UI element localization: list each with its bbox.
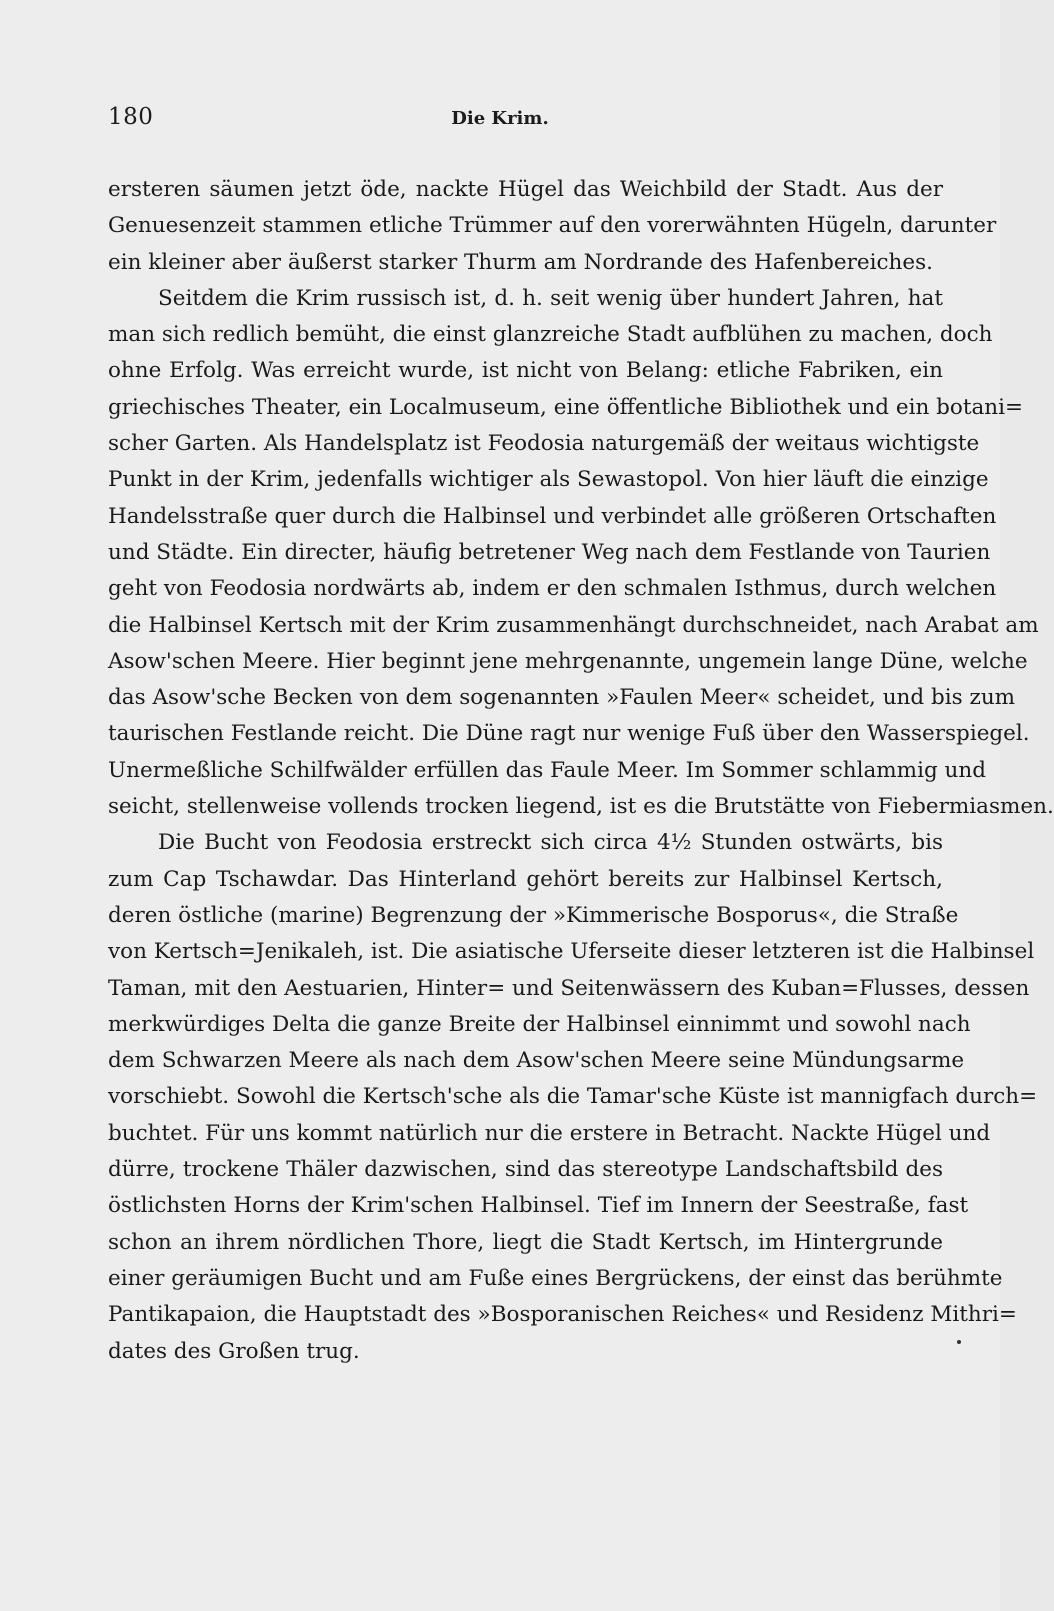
text-line: dürre, trockene Thäler dazwischen, sind das stereotype Landschaftsbild des [108,1157,943,1183]
text-line: buchtet. Für uns kommt natürlich nur die erstere in Betracht. Nackte Hügel und [108,1120,991,1146]
text-line: von Kertsch=Jenikaleh, ist. Die asiatische Uferseite dieser letzteren ist die Halbinsel [108,939,1035,965]
text-line: merkwürdiges Delta die ganze Breite der Halbinsel einnimmt und sowohl nach [108,1011,971,1037]
text-line: vorschiebt. Sowohl die Kertsch'sche als die Tamar'sche Küste ist mannigfach durch= [108,1084,1038,1110]
text-line: taurischen Festlande reicht. Die Düne ragt nur wenige Fuß über den Wasserspiegel. [108,721,1030,747]
text-line: das Asow'sche Becken von dem sogenannten »Faulen Meer« scheidet, und bis zum [108,685,1016,711]
text-line: zum Cap Tschawdar. Das Hinterland gehört bereits zur Halbinsel Kertsch, [108,866,943,892]
text-line: Unermeßliche Schilfwälder erfüllen das Faule Meer. Im Sommer schlammig und [108,757,986,783]
text-line: man sich redlich bemüht, die einst glanzreiche Stadt aufblühen zu machen, doch [108,322,993,348]
text-line: Taman, mit den Aestuarien, Hinter= und Seitenwässern des Kuban=Flusses, dessen [108,975,1030,1001]
text-line: Handelsstraße quer durch die Halbinsel und verbindet alle größeren Ortschaften [108,503,997,529]
body-text [108,172,1054,1370]
page-number: 180 [108,104,154,130]
text-line: Seitdem die Krim russisch ist, d. h. seit wenig über hundert Jahren, hat [158,285,943,311]
text-line: Asow'schen Meere. Hier beginnt jene mehrgenannte, ungemein lange Düne, welche [108,648,1028,674]
text-line: Genuesenzeit stammen etliche Trümmer auf den vorerwähnten Hügeln, darunter [108,213,997,239]
text-line: und Städte. Ein directer, häufig betretener Weg nach dem Festlande von Taurien [108,539,991,565]
text-line: die Halbinsel Kertsch mit der Krim zusammenhängt durchschneidet, nach Arabat am [108,612,1039,638]
text-line: deren östliche (marine) Begrenzung der »Kimmerische Bosporus«, die Straße [108,902,959,928]
text-line: ersteren säumen jetzt öde, nackte Hügel das Weichbild der Stadt. Aus der [108,177,943,202]
text-line: Pantikapaion, die Hauptstadt des »Bosporanischen Reiches« und Residenz Mithri= [108,1302,1017,1328]
text-line: seicht, stellenweise vollends trocken liegend, ist es die Brutstätte von Fiebermiasmen. [108,794,1054,820]
ink-speck [957,1340,961,1344]
text-line: dates des Großen trug. [108,1338,360,1364]
text-line: ein kleiner aber äußerst starker Thurm am Nordrande des Hafenbereiches. [108,249,933,275]
running-head: Die Krim. [451,108,549,129]
text-line: Die Bucht von Feodosia erstreckt sich circa 4½ Stunden ostwärts, bis [158,830,943,856]
text-line: scher Garten. Als Handelsplatz ist Feodosia naturgemäß der weitaus wichtigste [108,431,980,457]
text-line: geht von Feodosia nordwärts ab, indem er den schmalen Isthmus, durch welchen [108,576,997,602]
text-line: dem Schwarzen Meere als nach dem Asow'schen Meere seine Mündungsarme [108,1048,965,1074]
text-line: griechisches Theater, ein Localmuseum, eine öffentliche Bibliothek und ein botani= [108,394,1024,420]
text-line: schon an ihrem nördlichen Thore, liegt die Stadt Kertsch, im Hintergrunde [108,1229,943,1255]
text-line: einer geräumigen Bucht und am Fuße eines Bergrückens, der einst das berühmte [108,1265,1003,1291]
text-line: Punkt in der Krim, jedenfalls wichtiger als Sewastopol. Von hier läuft die einzige [108,467,989,493]
text-line: östlichsten Horns der Krim'schen Halbinsel. Tief im Innern der Seestraße, fast [108,1193,969,1219]
text-line: ohne Erfolg. Was erreicht wurde, ist nicht von Belang: etliche Fabriken, ein [108,358,943,384]
